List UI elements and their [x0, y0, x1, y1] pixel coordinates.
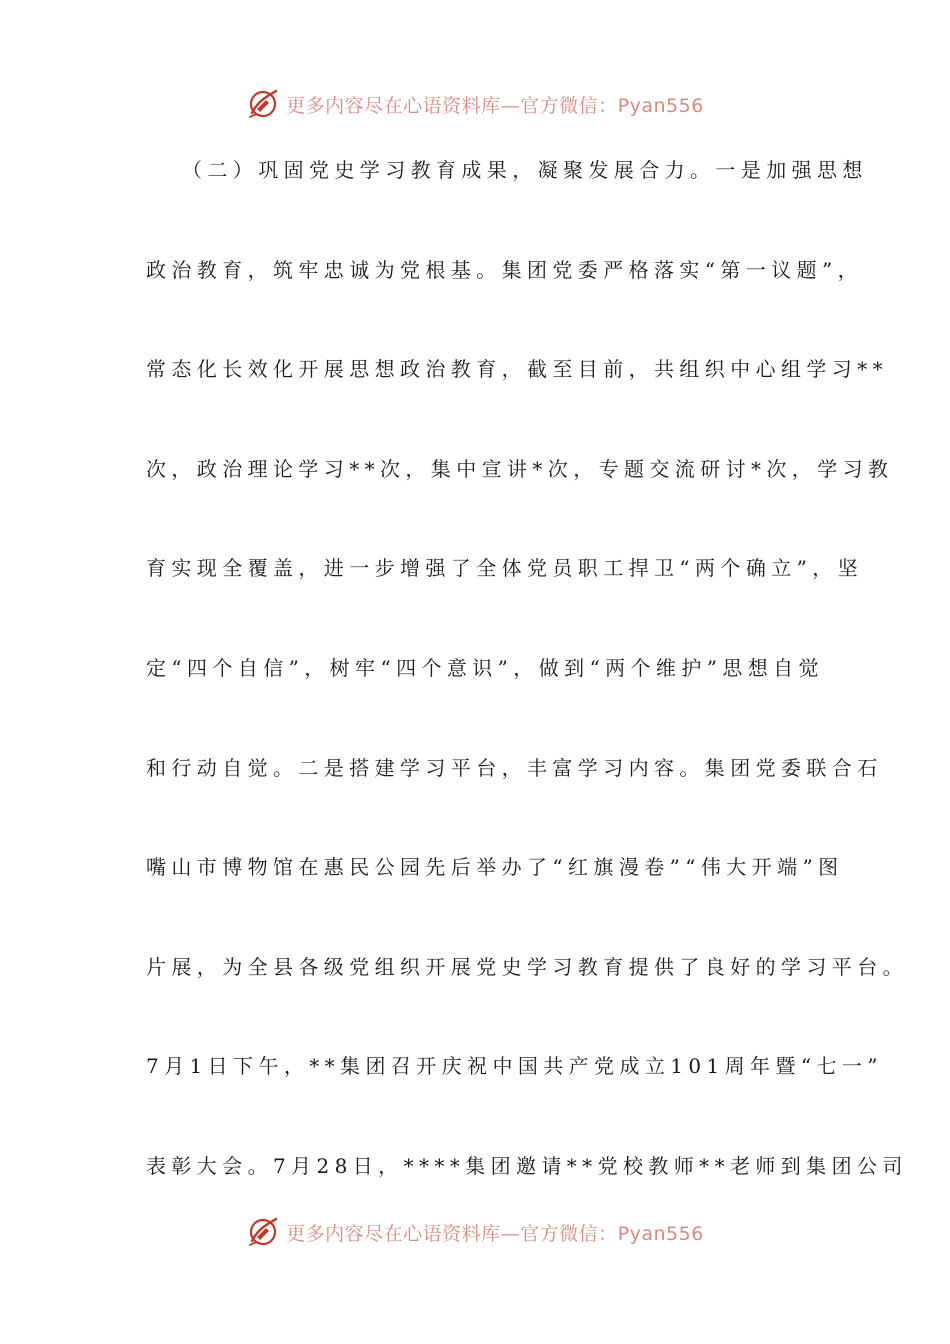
pen-swirl-logo-icon	[246, 87, 280, 121]
header-watermark	[0, 84, 950, 124]
watermark-text: 更多内容尽在心语资料库—官方微信：Pyan556	[286, 1222, 704, 1245]
paragraph-line: 常态化长效化开展思想政治教育，截至目前，共组织中心组学习**	[146, 357, 888, 382]
paragraph-line: 嘴山市博物馆在惠民公园先后举办了“红旗漫卷”“伟大开端”图	[146, 855, 844, 880]
paragraph-line: 片展，为全县各级党组织开展党史学习教育提供了良好的学习平台。	[146, 954, 908, 979]
paragraph-line: 定“四个自信”，树牢“四个意识”，做到“两个维护”思想自觉	[146, 655, 824, 680]
paragraph-line: 育实现全覆盖，进一步增强了全体党员职工捍卫“两个确立”，坚	[146, 556, 864, 581]
paragraph-line: 表彰大会。7月28日，****集团邀请**党校教师**老师到集团公司	[146, 1153, 908, 1178]
document-body	[146, 148, 908, 1244]
paragraph-line: 次，政治理论学习**次，集中宣讲*次，专题交流研讨*次，学习教	[146, 456, 894, 481]
paragraph-line: 和行动自觉。二是搭建学习平台，丰富学习内容。集团党委联合石	[146, 755, 883, 780]
watermark-text: 更多内容尽在心语资料库—官方微信：Pyan556	[286, 94, 704, 117]
paragraph-line: 7月1日下午，**集团召开庆祝中国共产党成立101周年暨“七一”	[146, 1054, 883, 1079]
pen-swirl-logo-icon	[246, 1215, 280, 1249]
footer-watermark	[0, 1212, 950, 1252]
paragraph-line: 政治教育，筑牢忠诚为党根基。集团党委严格落实“第一议题”，	[146, 257, 864, 282]
paragraph-line: （二）巩固党史学习教育成果，凝聚发展合力。一是加强思想	[182, 158, 868, 182]
